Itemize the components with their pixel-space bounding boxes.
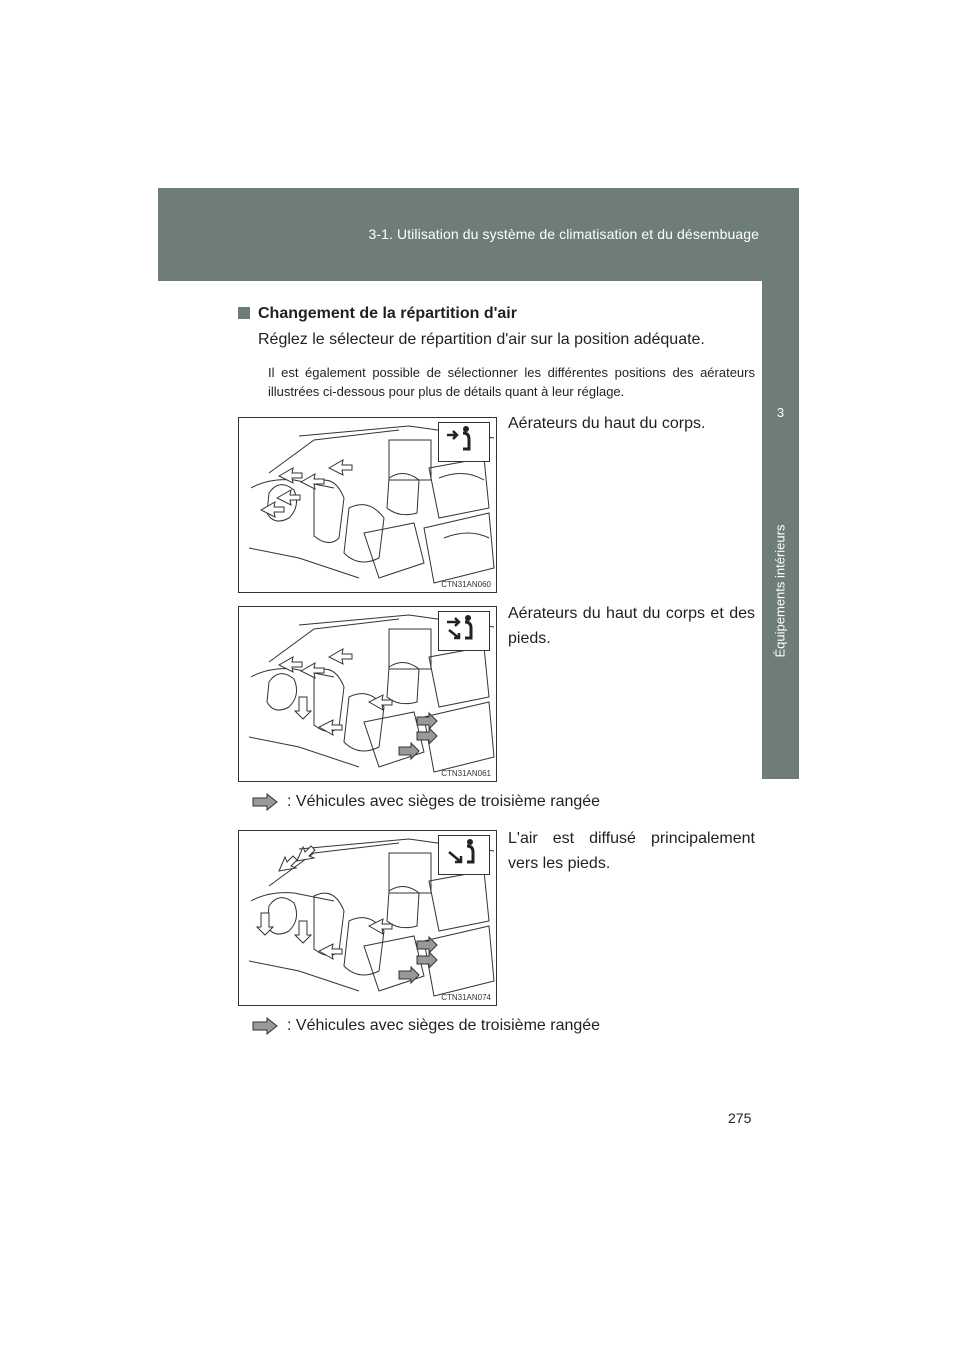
figure-upper-body xyxy=(238,417,497,593)
figure-upper-body-and-feet xyxy=(238,606,497,782)
legend-text: : Véhicules avec sièges de troisième rangée xyxy=(287,1017,601,1034)
feet-airflow-icon xyxy=(438,835,490,875)
upper-body-and-feet-airflow-icon xyxy=(438,611,490,651)
figure-caption: Aérateurs du haut du corps. xyxy=(508,415,706,432)
figure-code: CTN31AN060 xyxy=(441,580,491,589)
section-heading xyxy=(238,305,517,323)
upper-body-airflow-icon xyxy=(438,422,490,462)
figure-code: CTN31AN074 xyxy=(441,993,491,1002)
figure-legend xyxy=(252,1017,600,1035)
chapter-label: Équipements intérieurs xyxy=(772,524,788,658)
figure-caption: Aérateurs du haut du corps et des pieds. xyxy=(508,605,755,647)
gray-arrow-icon xyxy=(252,793,278,811)
page-number: 275 xyxy=(728,1110,752,1126)
legend-text: : Véhicules avec sièges de troisième rangée xyxy=(287,793,601,810)
figure-caption: L'air est diffusé principalement vers les pieds. xyxy=(508,830,755,872)
figure-feet xyxy=(238,830,497,1006)
gray-arrow-icon xyxy=(252,1017,278,1035)
square-bullet-icon xyxy=(238,307,250,319)
section-heading-text: Changement de la répartition d'air xyxy=(258,305,517,322)
figure-legend xyxy=(252,793,600,811)
note-text: Il est également possible de sélectionner les différentes positions des aérateurs illustrées ci-dessous pour plus de détails quant à leur réglage. xyxy=(268,365,755,399)
chapter-header xyxy=(158,188,799,281)
chapter-side-tab xyxy=(762,281,799,779)
figure-code: CTN31AN061 xyxy=(441,769,491,778)
chapter-title: 3-1. Utilisation du système de climatisation et du désembuage xyxy=(368,226,759,242)
chapter-number: 3 xyxy=(776,405,785,420)
instruction-text: Réglez le sélecteur de répartition d'air sur la position adéquate. xyxy=(258,331,705,348)
